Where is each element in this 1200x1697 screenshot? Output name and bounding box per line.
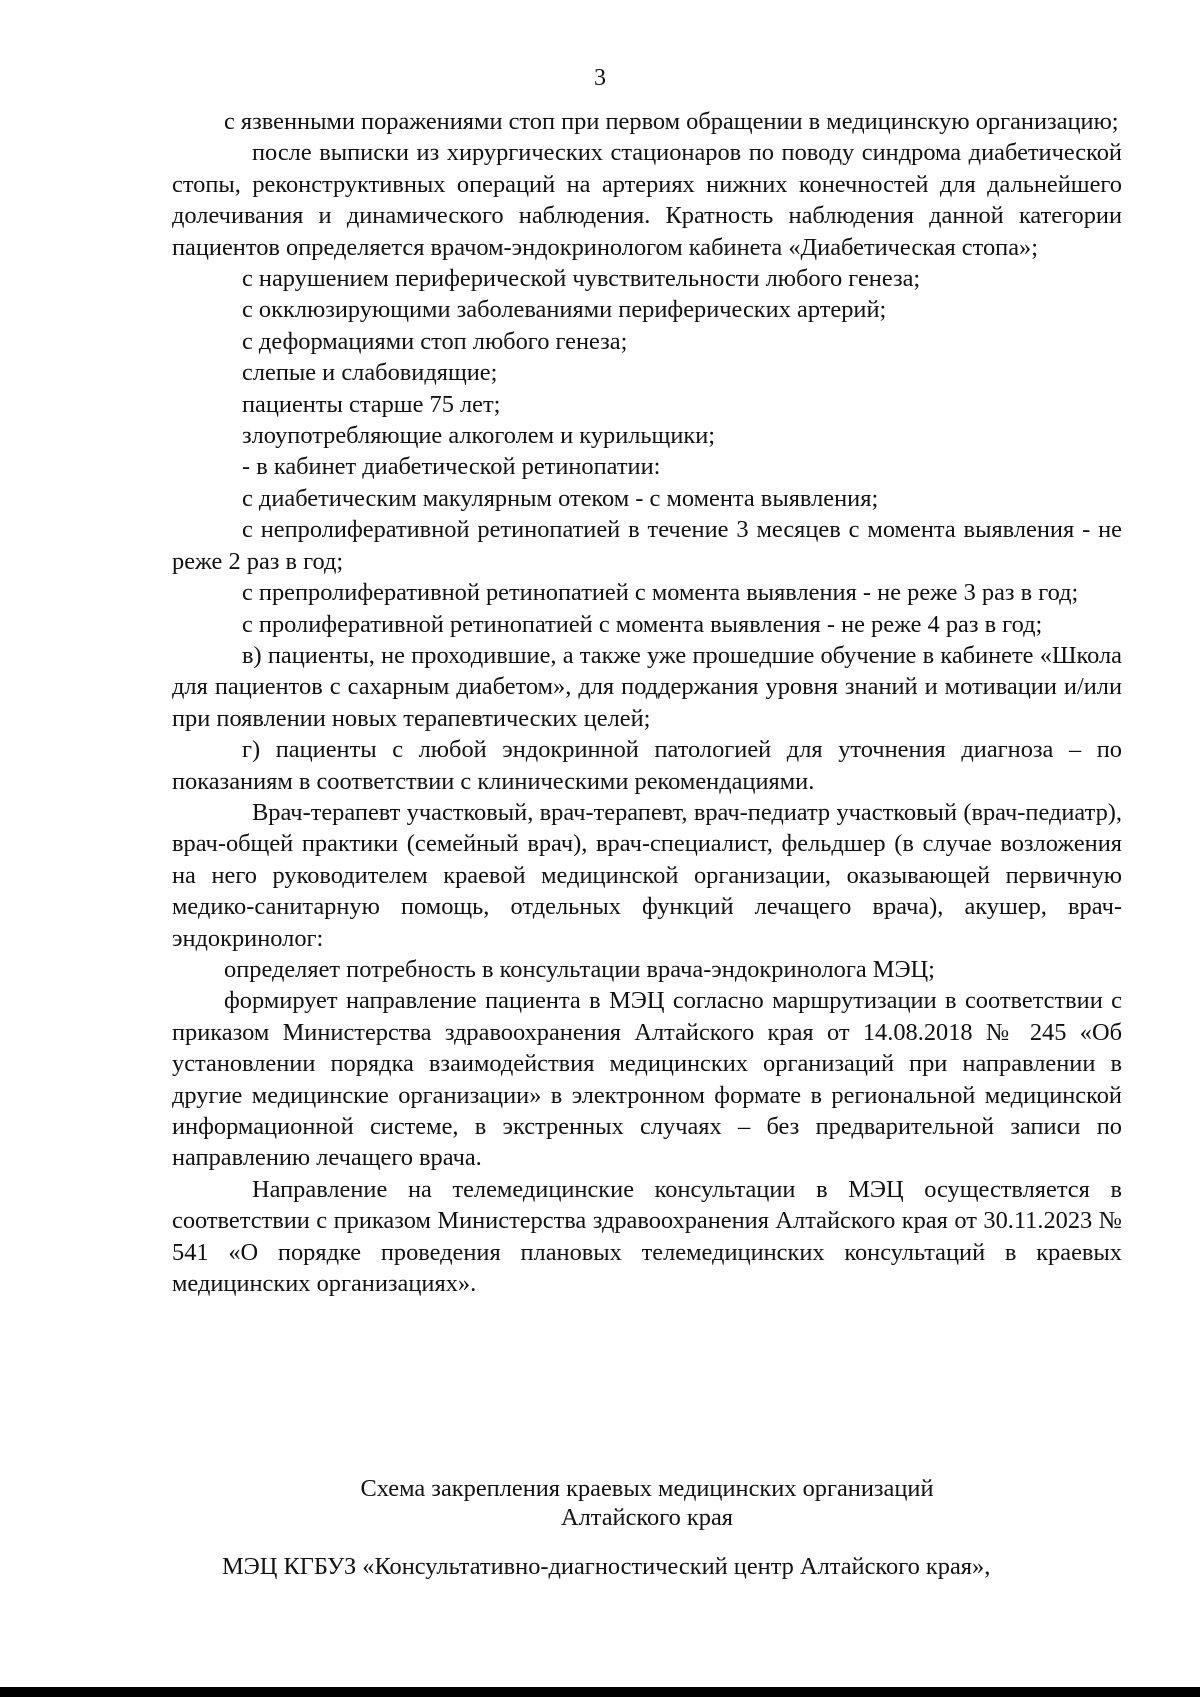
paragraph: пациенты старше 75 лет; <box>242 390 501 418</box>
paragraph: с деформациями стоп любого генеза; <box>242 327 628 355</box>
paragraph: злоупотребляющие алкоголем и курильщики; <box>242 422 716 450</box>
bottom-scan-border <box>0 1687 1200 1697</box>
paragraph: формирует направление пациента в МЭЦ согласно маршрутизации в соответствии с приказом Министерства здравоохранения Алтайского края от 14.08.2018 № 245 «Об установлении порядка взаимодействия медицинских организаций при направлении в другие медицинские организации» в электронном формате в региональной медицинской информационной системе, в экстренных случаях – без предварительной записи по направлению лечащего врача. <box>172 987 1122 1172</box>
paragraph: Врач-терапевт участковый, врач-терапевт, врач-педиатр участковый (врач-педиатр), врач-общей практики (семейный врач), врач-специалист, фельдшер (в случае возложения на него руководителем краевой медицинской организации, оказывающей первичную медико-санитарную помощь, отдельных функций лечащего врача), акушер, врач-эндокринолог: <box>172 798 1122 952</box>
paragraph: с непролиферативной ретинопатией в течение 3 месяцев с момента выявления - не реже 2 раз в год; <box>172 516 1122 575</box>
paragraph: г) пациенты с любой эндокринной патологией для уточнения диагноза – по показаниям в соответствии с клиническими рекомендациями. <box>172 736 1122 795</box>
paragraph: слепые и слабовидящие; <box>242 359 498 387</box>
paragraph: с диабетическим макулярным отеком - с момента выявления; <box>242 484 879 512</box>
schema-title-line-2: Алтайского края <box>560 1504 734 1531</box>
paragraph: после выписки из хирургических стационаров по поводу синдрома диабетической стопы, реконструктивных операций на артериях нижних конечностей для дальнейшего долечивания и динамического наблюдения. Кратность наблюдения данной категории пациентов определяется врачом-эндокринологом кабинета «Диабетическая стопа»; <box>172 139 1122 261</box>
document-body <box>172 106 1122 1299</box>
page-number: 3 <box>594 65 606 91</box>
paragraph: с язвенными поражениями стоп при первом обращении в медицинскую организацию; <box>224 108 1119 135</box>
paragraph: с окклюзирующими заболеваниями периферических артерий; <box>242 296 887 324</box>
paragraph: с препролиферативной ретинопатией с момента выявления - не реже 3 раз в год; <box>242 579 1079 607</box>
paragraph: с пролиферативной ретинопатией с момента выявления - не реже 4 раз в год; <box>242 610 1043 638</box>
paragraph: - в кабинет диабетической ретинопатии: <box>242 453 661 481</box>
paragraph: определяет потребность в консультации врача-эндокринолога МЭЦ; <box>224 955 935 983</box>
paragraph: в) пациенты, не проходившие, а также уже прошедшие обучение в кабинете «Школа для пациентов с сахарным диабетом», для поддержания уровня знаний и мотивации и/или при появлении новых терапевтических целей; <box>172 641 1122 732</box>
schema-title <box>172 1474 1122 1532</box>
paragraph: с нарушением периферической чувствительности любого генеза; <box>242 265 921 293</box>
organization-line: МЭЦ КГБУЗ «Консультативно-диагностический центр Алтайского края», <box>222 1553 991 1580</box>
schema-title-line-1: Схема закрепления краевых медицинских организаций <box>360 1475 934 1502</box>
paragraph: Направление на телемедицинские консультации в МЭЦ осуществляется в соответствии с приказом Министерства здравоохранения Алтайского края от 30.11.2023 № 541 «О порядке проведения плановых телемедицинских консультаций в краевых медицинских организациях». <box>172 1175 1122 1298</box>
